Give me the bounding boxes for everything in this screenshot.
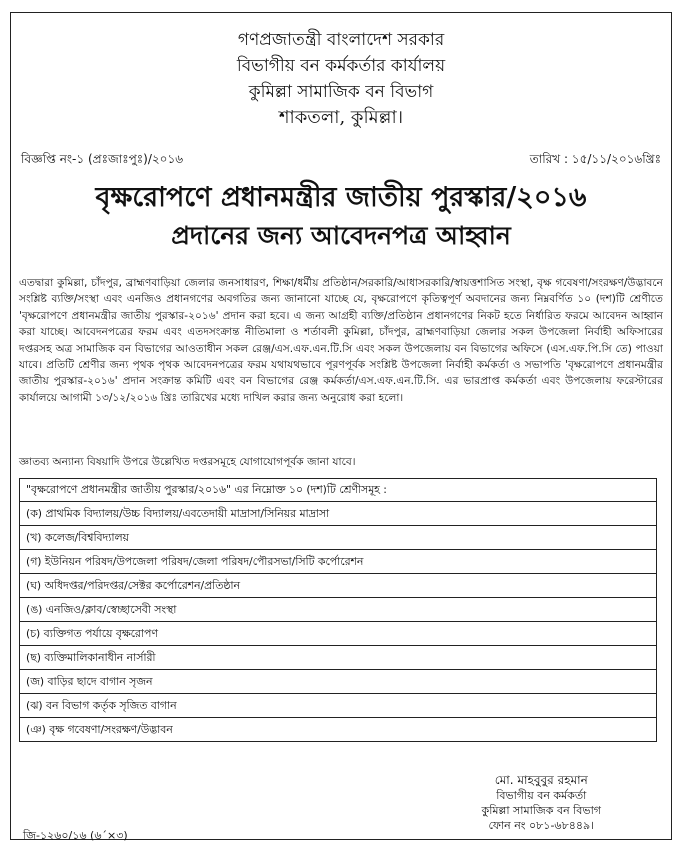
category-item: (ঘ) অধিদপ্তর/পরিদপ্তর/সেক্টর কর্পোরেশন/প্রতিষ্ঠান [20, 574, 656, 598]
category-item: (চ) ব্যক্তিগত পর্যায়ে বৃক্ষরোপণ [20, 622, 656, 646]
category-item: (ক) প্রাথমিক বিদ্যালয়/উচ্চ বিদ্যালয়/এবতেদায়ী মাদ্রাসা/সিনিয়র মাদ্রাসা [20, 502, 656, 526]
notice-page [10, 12, 672, 840]
category-intro: "বৃক্ষরোপণে প্রধানমন্ত্রীর জাতীয় পুরস্কার/২০১৬" এর নিম্নোক্ত ১০ (দশ)টি শ্রেণীসমূহ : [20, 479, 656, 502]
memo-number: বিজ্ঞপ্তি নং-১ (প্রঃজাঃপুঃ)/২০১৬ [21, 152, 184, 166]
category-item: (খ) কলেজ/বিশ্ববিদ্যালয় [20, 526, 656, 550]
category-item: (ঞ) বৃক্ষ গবেষণা/সংরক্ষণ/উদ্ভাবন [26, 723, 173, 736]
signatory-office: কুমিল্লা সামাজিক বন বিভাগ [481, 804, 601, 817]
category-item: (ঝ) বন বিভাগ কর্তৃক সৃজিত বাগান [20, 694, 656, 718]
govt-name: গণপ্রজাতন্ত্রী বাংলাদেশ সরকার [237, 30, 445, 50]
notice-date: তারিখ : ১৫/১১/২০১৬খ্রিঃ [529, 152, 661, 166]
signatory-name: মো. মাহবুবুর রহমান [494, 773, 588, 787]
notice-headline [11, 178, 671, 254]
signatory-title: বিভাগীয় বন কর্মকর্তা [496, 789, 587, 802]
notice-note: জ্ঞাতব্য অন্যান্য বিষয়াদি উপরে উল্লেখিত দপ্তরসমূহে যোগাযোগপূর্বক জানা যাবে। [19, 456, 356, 468]
category-item: (গ) ইউনিয়ন পরিষদ/উপজেলা পরিষদ/জেলা পরিষদ/পৌরসভা/সিটি কর্পোরেশন [20, 550, 656, 574]
category-item: (ছ) ব্যক্তিমালিকানাধীন নার্সারী [20, 646, 656, 670]
signature-block [482, 773, 601, 833]
reference-line [21, 151, 661, 171]
headline-line-2: প্রদানের জন্য আবেদনপত্র আহ্বান [171, 221, 511, 250]
office-location: শাকতলা, কুমিল্লা। [278, 107, 404, 128]
division-name: কুমিল্লা সামাজিক বন বিভাগ [248, 82, 434, 102]
notice-body [19, 275, 663, 406]
signatory-phone: ফোন নং ০৮১-৬৮৪৪৯। [488, 819, 595, 832]
category-table [19, 478, 657, 742]
office-name: বিভাগীয় বন কর্মকর্তার কার্যালয় [236, 56, 446, 76]
headline-line-1: বৃক্ষরোপণে প্রধানমন্ত্রীর জাতীয় পুরস্কার/২০১৬ [95, 182, 587, 213]
category-item: (জ) বাড়ির ছাদে বাগান সৃজন [20, 670, 656, 694]
category-item: (ঙ) এনজিও/ক্লাব/স্বেচ্ছাসেবী সংস্থা [20, 598, 656, 622]
office-header [11, 27, 671, 131]
ad-code: জি-১২৬০/১৬ (৬´×৩) [23, 829, 128, 842]
body-paragraph: এতদ্বারা কুমিল্লা, চাঁদপুর, ব্রাহ্মণবাড়িয়া জেলার জনসাধারণ, শিক্ষা/ধর্মীয় প্রতিষ্ঠান/সরকারি/আধাসরকারি/স্বায়ত্তশাসিত সংস্থা, বৃক্ষ গবেষণা/সংরক্ষণ/উদ্ভাবনে সংশ্লিষ্ট ব্যক্তি/সংস্থা এবং এনজিও প্রধানগণের অবগতির জন্য জানানো যাচ্ছে যে, বৃক্ষরোপণে কৃতিত্বপূর্ণ অবদানের জন্য নিম্নবর্ণিত ১০ (দশ)টি শ্রেণীতে 'বৃক্ষরোপণে প্রধানমন্ত্রীর জাতীয় পুরস্কার-২০১৬' প্রদান করা হবে। এ জন্য আগ্রহী ব্যক্তি/প্রতিষ্ঠান প্রধানগণের নিকট হতে নির্ধারিত ফরমে আবেদন আহ্বান করা যাচ্ছে। আবেদনপত্রের ফরম এবং এতদসংক্রান্ত নীতিমালা ও শর্তাবলী কুমিল্লা, চাঁদপুর, ব্রাহ্মণবাড়িয়া জেলার সকল উপজেলা নির্বাহী অফিসারের দপ্তরসহ অত্র সামাজিক বন বিভাগের আওতাধীন সকল রেঞ্জ/এস.এফ.এন.টি.সি এবং সকল উপজেলায় বন বিভাগের অফিসে (এস.এফ.পি.সি তে) পাওয়া যাবে। প্রতিটি শ্রেণীর জন্য পৃথক পৃথক আবেদনপত্রের ফরম যথাযথভাবে পূরণপূর্বক সংশ্লিষ্ট উপজেলা নির্বাহী কর্মকর্তা ও সভাপতি 'বৃক্ষরোপণে প্রধানমন্ত্রীর জাতীয় পুরস্কার-২০১৬' প্রদান সংক্রান্ত কমিটি এবং বন বিভাগের রেঞ্জ কর্মকর্তা/এস.এফ.এন.টি.সি. এর ভারপ্রাপ্ত কর্মকর্তা এবং উপজেলায় ফরেস্টারের কার্যালয়ে আগামী ১৩/১২/২০১৬ খ্রিঃ তারিখের মধ্যে দাখিল করার জন্য অনুরোধ করা হলো। [19, 277, 663, 404]
